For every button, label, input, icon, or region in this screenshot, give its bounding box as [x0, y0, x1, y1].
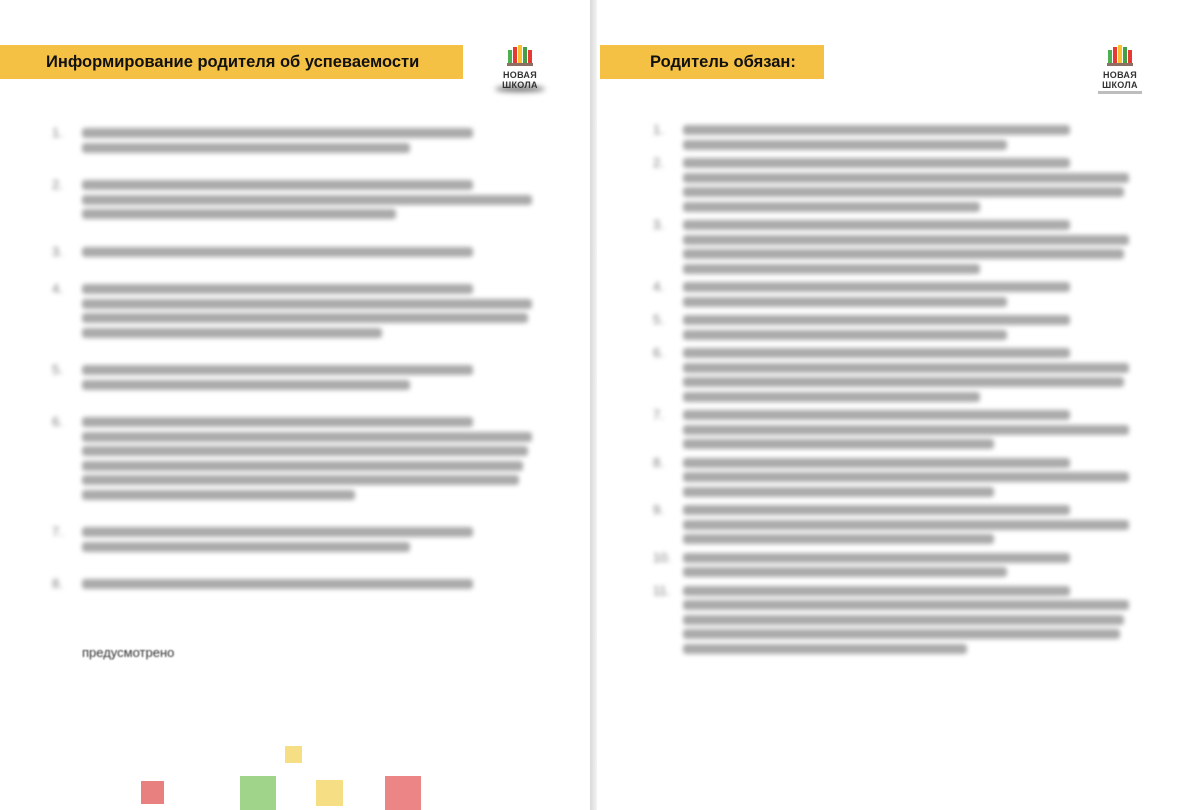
list-item-number: 3.: [653, 217, 664, 232]
blurred-text-line: [82, 180, 473, 190]
decor-square-yellow-small: [285, 746, 302, 763]
list-item-number: 2.: [52, 177, 63, 192]
blurred-text: [683, 121, 1133, 154]
list-item: [653, 501, 1133, 549]
list-item: [653, 582, 1133, 659]
blurred-text: [82, 176, 537, 224]
blurred-text-line: [683, 439, 994, 449]
blurred-text: [683, 154, 1133, 216]
logo-line-1: НОВАЯ: [502, 70, 538, 80]
blurred-text: [683, 216, 1133, 278]
blurred-text: [82, 361, 537, 394]
list-item: [52, 280, 537, 342]
logo-subtitle-blurred: [1098, 91, 1142, 94]
list-item-number: 5.: [52, 362, 63, 377]
blurred-text-line: [82, 542, 410, 552]
list-item: [653, 121, 1133, 154]
list-item-number: 7.: [653, 407, 664, 422]
blurred-text: [683, 278, 1133, 311]
blurred-text-line: [683, 220, 1070, 230]
right-blurred-list: [653, 121, 1133, 658]
list-item: [52, 523, 537, 556]
list-item-number: 5.: [653, 312, 664, 327]
list-item: [52, 243, 537, 262]
list-item: [653, 154, 1133, 216]
left-page-title: Информирование родителя об успеваемости: [0, 45, 463, 79]
blurred-text-line: [683, 363, 1129, 373]
blurred-text-line: [82, 490, 355, 500]
blurred-text-line: [82, 380, 410, 390]
list-item: [52, 176, 537, 224]
blurred-text-line: [82, 128, 473, 138]
list-item-number: 1.: [653, 122, 664, 137]
list-item-number: 6.: [52, 414, 63, 429]
blurred-text: [82, 280, 537, 342]
blurred-text-line: [683, 187, 1124, 197]
blurred-text-line: [82, 247, 473, 257]
blurred-text-line: [683, 629, 1120, 639]
list-item-number: 2.: [653, 155, 664, 170]
decor-square-green: [240, 776, 276, 810]
blurred-text: [683, 501, 1133, 549]
list-item-number: 8.: [52, 576, 63, 591]
blurred-text-line: [683, 505, 1070, 515]
blurred-text: [82, 523, 537, 556]
list-item: [653, 216, 1133, 278]
blurred-text-line: [683, 202, 980, 212]
blurred-text: [683, 582, 1133, 659]
blurred-text: [683, 454, 1133, 502]
blurred-text-line: [683, 615, 1124, 625]
decor-square-yellow: [316, 780, 343, 806]
blurred-text-line: [683, 458, 1070, 468]
logo-line-2: ШКОЛА: [502, 80, 538, 90]
list-item: [653, 549, 1133, 582]
blurred-text-line: [683, 264, 980, 274]
blurred-text: [82, 413, 537, 504]
blurred-text-line: [683, 377, 1124, 387]
blurred-text: [683, 344, 1133, 406]
list-item-number: 3.: [52, 243, 63, 259]
blurred-text: [82, 124, 537, 157]
school-logo: [495, 40, 545, 96]
blurred-text-line: [82, 579, 473, 589]
blurred-text: [82, 575, 537, 594]
list-item: [653, 454, 1133, 502]
blurred-text-line: [82, 475, 519, 485]
blurred-text-line: [683, 158, 1070, 168]
blurred-text-line: [683, 487, 994, 497]
blurred-text-line: [683, 282, 1070, 292]
page-gap: [590, 0, 597, 810]
blurred-text-line: [683, 644, 967, 654]
blurred-text-line: [683, 567, 1007, 577]
blurred-text-line: [82, 284, 473, 294]
blurred-text-line: [683, 586, 1070, 596]
list-item-number: 7.: [52, 524, 63, 539]
blurred-text-line: [82, 328, 382, 338]
blurred-text-line: [683, 173, 1129, 183]
blurred-text-line: [683, 315, 1070, 325]
list-item: [52, 361, 537, 394]
blurred-text-line: [82, 461, 523, 471]
list-item: [653, 344, 1133, 406]
left-page: [0, 0, 590, 810]
blurred-text-line: [82, 195, 532, 205]
blurred-text-line: [683, 249, 1124, 259]
blurred-text-line: [683, 410, 1070, 420]
list-item-number: 1.: [52, 125, 63, 140]
blurred-text-line: [683, 472, 1129, 482]
decor-square-red-large: [385, 776, 421, 810]
residual-text: предусмотрено: [82, 645, 175, 660]
blurred-text-line: [683, 553, 1070, 563]
list-item-number: 9.: [653, 502, 664, 517]
list-item-number: 6.: [653, 345, 664, 360]
blurred-text: [683, 406, 1133, 454]
blurred-text: [82, 243, 537, 262]
list-item: [52, 124, 537, 157]
list-item-number: 4.: [653, 279, 664, 294]
blurred-text-line: [683, 125, 1070, 135]
blurred-text-line: [683, 600, 1129, 610]
blurred-text-line: [82, 299, 532, 309]
list-item: [52, 413, 537, 504]
decor-square-red: [141, 781, 164, 804]
list-item-number: 4.: [52, 281, 63, 296]
blurred-text-line: [82, 209, 396, 219]
blurred-text-line: [82, 417, 473, 427]
blurred-text: [683, 311, 1133, 344]
blurred-text-line: [683, 520, 1129, 530]
books-icon: [1107, 44, 1133, 66]
books-icon: [507, 44, 533, 66]
list-item: [52, 575, 537, 594]
blurred-text-line: [82, 432, 532, 442]
right-page-title: Родитель обязан:: [600, 45, 824, 79]
logo-line-1: НОВАЯ: [1102, 70, 1138, 80]
blurred-text-line: [683, 140, 1007, 150]
blurred-text: [683, 549, 1133, 582]
blurred-text-line: [683, 425, 1129, 435]
blurred-text-line: [82, 143, 410, 153]
blurred-text-line: [82, 313, 528, 323]
school-logo: [1095, 40, 1145, 96]
blurred-text-line: [683, 297, 1007, 307]
right-page: [597, 0, 1199, 810]
blurred-text-line: [82, 527, 473, 537]
list-item-number: 11.: [653, 582, 671, 598]
logo-line-2: ШКОЛА: [1102, 80, 1138, 90]
list-item: [653, 278, 1133, 311]
blurred-text-line: [82, 365, 473, 375]
blurred-text-line: [683, 392, 980, 402]
blurred-text-line: [82, 446, 528, 456]
blurred-text-line: [683, 348, 1070, 358]
blurred-text-line: [683, 534, 994, 544]
blurred-text-line: [683, 235, 1129, 245]
list-item: [653, 406, 1133, 454]
blurred-text-line: [683, 330, 1007, 340]
list-item-number: 10.: [653, 549, 672, 565]
left-blurred-list: [52, 124, 537, 613]
list-item: [653, 311, 1133, 344]
list-item-number: 8.: [653, 454, 664, 470]
